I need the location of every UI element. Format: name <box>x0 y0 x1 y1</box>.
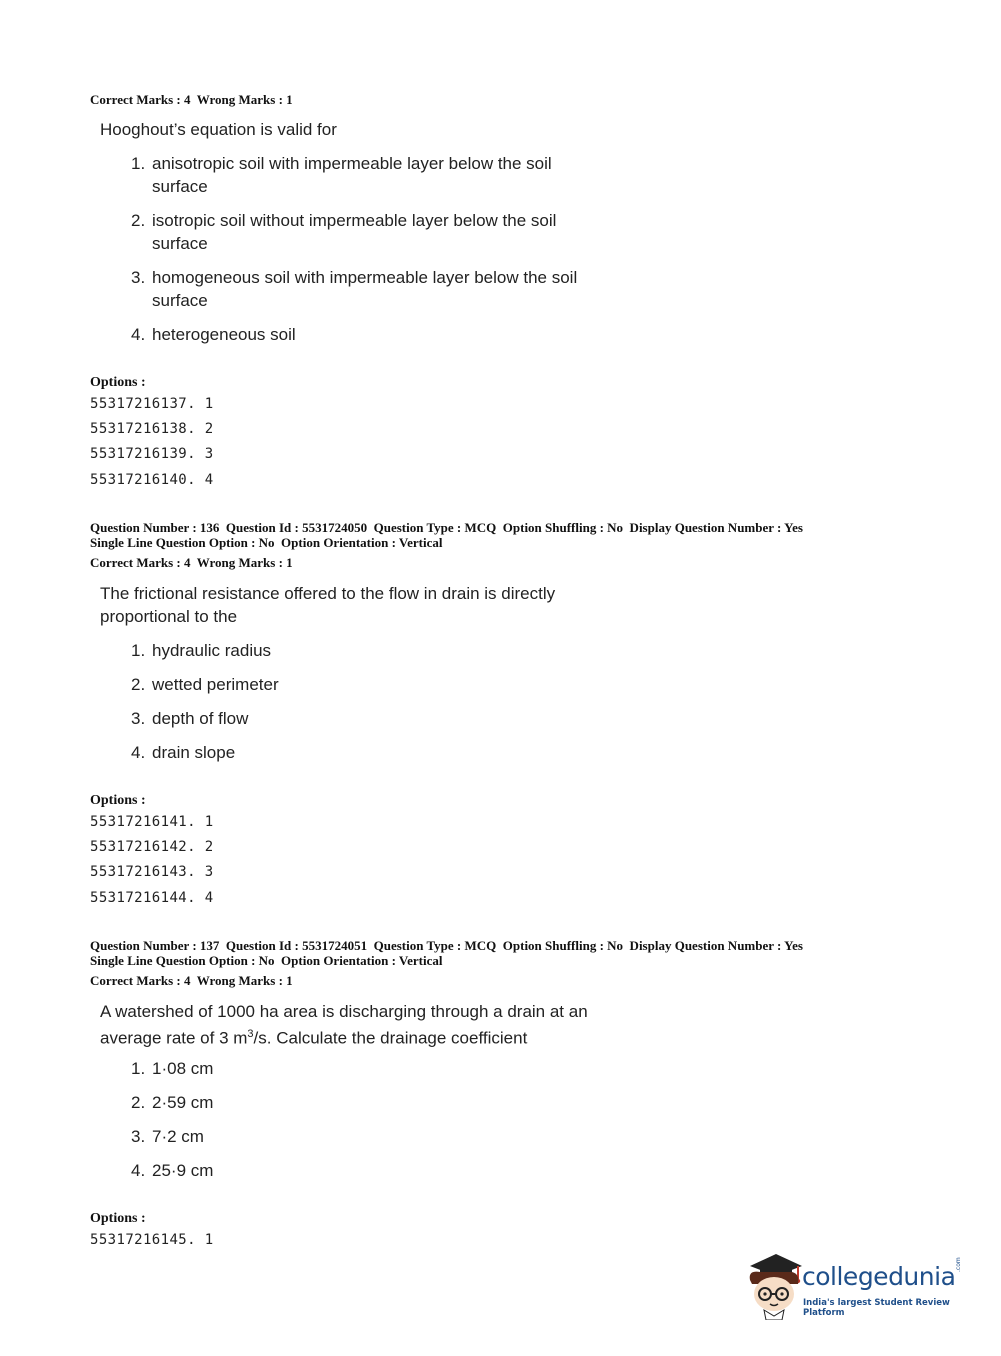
option-number: 1. <box>131 1059 146 1078</box>
q137-header-line1: Question Number : 137 Question Id : 5531724051 Question Type : MCQ Option Shuffling : No Display Question Number : Yes <box>90 938 803 953</box>
option-code: 55317216137. 1 <box>90 396 214 412</box>
superscript: 3 <box>247 1028 254 1040</box>
q135-stem: Hooghout’s equation is valid for <box>100 120 337 139</box>
option-number: 2. <box>131 675 146 694</box>
stem-line: The frictional resistance offered to the flow in drain is directly <box>100 584 556 603</box>
stem-text: /s. Calculate the drainage coefficient <box>253 1028 528 1048</box>
q135-marks: Correct Marks : 4 Wrong Marks : 1 <box>90 92 293 107</box>
q137-option-3 <box>131 1125 611 1148</box>
option-text: anisotropic soil with impermeable layer below the soil <box>152 154 552 173</box>
q136-option-3 <box>131 707 611 730</box>
option-code: 55317216143. 3 <box>90 864 214 880</box>
option-code: 55317216141. 1 <box>90 814 214 830</box>
q137-stem <box>100 1000 588 1050</box>
q135-option-3 <box>131 266 611 312</box>
option-code: 55317216144. 4 <box>90 890 214 906</box>
option-code: 55317216140. 4 <box>90 472 214 488</box>
logo-wordmark: collegedunia <box>802 1262 956 1291</box>
q135-option-2 <box>131 209 611 255</box>
option-number: 3. <box>131 268 146 287</box>
option-text: heterogeneous soil <box>152 325 296 344</box>
option-number: 2. <box>131 1093 146 1112</box>
option-number: 4. <box>131 325 146 344</box>
option-number: 2. <box>131 211 146 230</box>
q136-options-label: Options : <box>90 793 146 808</box>
q136-marks: Correct Marks : 4 Wrong Marks : 1 <box>90 555 293 570</box>
option-number: 4. <box>131 743 146 762</box>
option-number: 3. <box>131 709 146 728</box>
option-text: 25·9 cm <box>152 1161 214 1180</box>
logo-com: .com <box>955 1257 962 1272</box>
option-code: 55317216145. 1 <box>90 1232 214 1248</box>
option-text: hydraulic radius <box>152 641 272 660</box>
q137-marks: Correct Marks : 4 Wrong Marks : 1 <box>90 973 293 988</box>
q137-option-4 <box>131 1159 611 1182</box>
option-text: 7·2 cm <box>152 1127 204 1146</box>
option-text: homogeneous soil with impermeable layer below the soil <box>152 268 578 287</box>
option-number: 3. <box>131 1127 146 1146</box>
q136-header-line2: Single Line Question Option : No Option Orientation : Vertical <box>90 535 443 550</box>
option-text: drain slope <box>152 743 236 762</box>
q135-options-label: Options : <box>90 375 146 390</box>
option-text: isotropic soil without impermeable layer below the soil <box>152 211 557 230</box>
option-number: 1. <box>131 154 146 173</box>
q137-header-line2: Single Line Question Option : No Option Orientation : Vertical <box>90 953 443 968</box>
q135-option-4 <box>131 323 611 346</box>
stem-line <box>100 1023 588 1050</box>
q137-options-label: Options : <box>90 1211 146 1226</box>
option-code: 55317216142. 2 <box>90 839 214 855</box>
q136-option-2 <box>131 673 611 696</box>
option-text: depth of flow <box>152 709 249 728</box>
stem-line: A watershed of 1000 ha area is discharging through a drain at an <box>100 1002 588 1021</box>
option-text-cont: surface <box>152 291 208 310</box>
option-code: 55317216138. 2 <box>90 421 214 437</box>
option-code: 55317216139. 3 <box>90 446 214 462</box>
q136-header-line1: Question Number : 136 Question Id : 5531724050 Question Type : MCQ Option Shuffling : No Display Question Number : Yes <box>90 520 803 535</box>
option-text: 1·08 cm <box>152 1059 214 1078</box>
q136-option-4 <box>131 741 611 764</box>
logo-tagline: India's largest Student Review Platform <box>803 1298 950 1318</box>
q136-option-1 <box>131 639 611 662</box>
q136-stem <box>100 582 555 628</box>
collegedunia-logo <box>742 1250 972 1320</box>
stem-text: average rate of 3 m <box>100 1028 248 1048</box>
q137-option-2 <box>131 1091 611 1114</box>
option-text: wetted perimeter <box>152 675 279 694</box>
mascot-icon <box>742 1250 804 1320</box>
option-text-cont: surface <box>152 177 208 196</box>
option-text: 2·59 cm <box>152 1093 214 1112</box>
option-number: 4. <box>131 1161 146 1180</box>
stem-line: proportional to the <box>100 607 238 626</box>
option-number: 1. <box>131 641 146 660</box>
option-text-cont: surface <box>152 234 208 253</box>
q137-option-1 <box>131 1057 611 1080</box>
q135-option-1 <box>131 152 611 198</box>
